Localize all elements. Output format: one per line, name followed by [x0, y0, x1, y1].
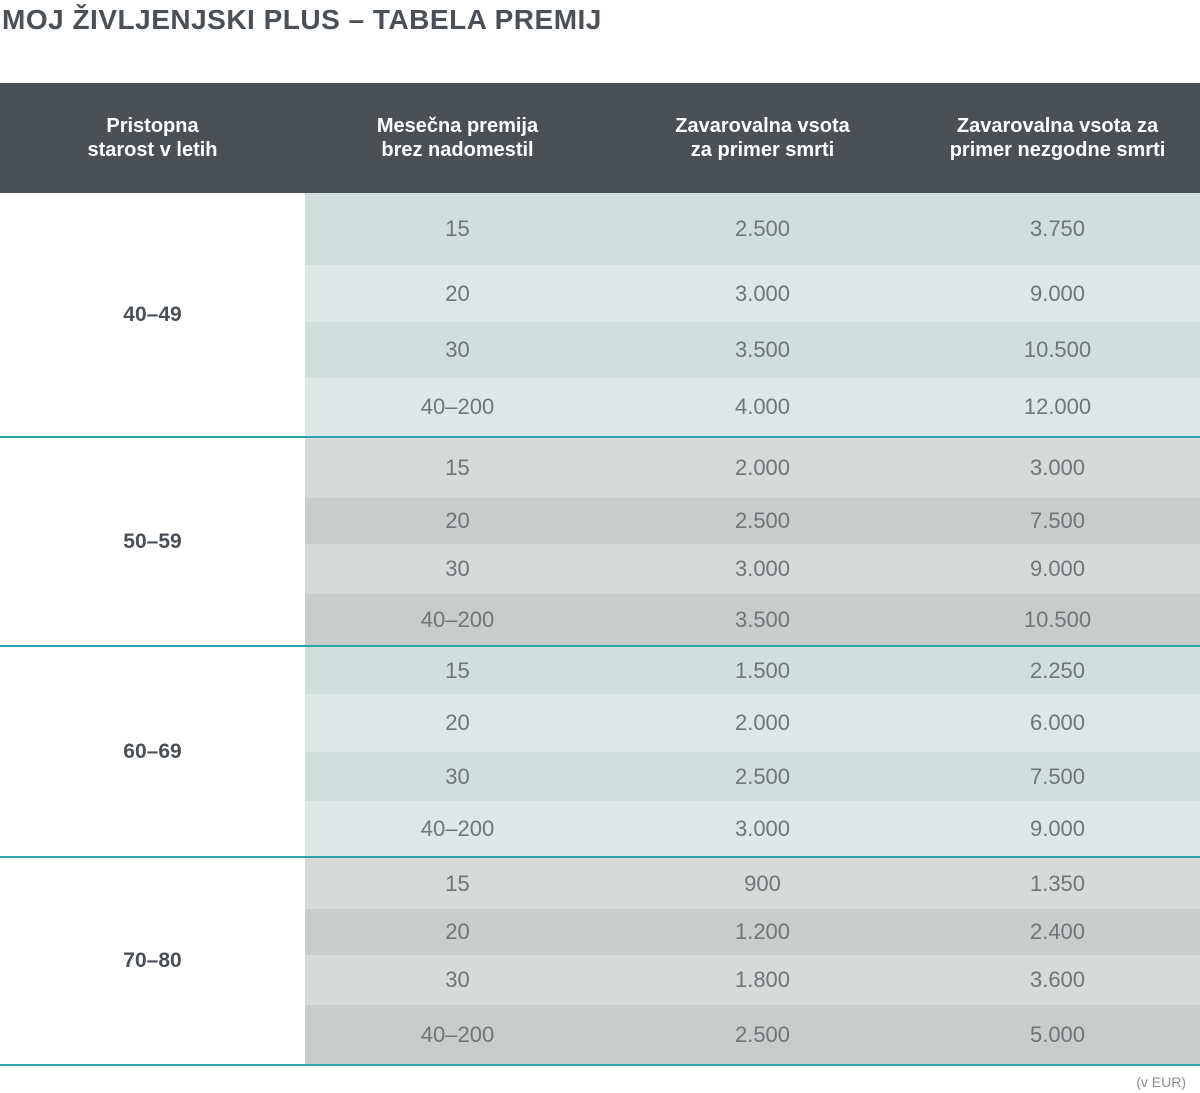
accident-sum-cell: 3.000 — [1029, 455, 1086, 480]
accident-sum-cell: 2.400 — [1029, 919, 1086, 944]
accident-sum-cell: 10.500 — [1023, 337, 1092, 362]
death-sum-cell: 2.500 — [734, 508, 791, 533]
premium-cell: 15 — [445, 657, 470, 683]
premium-cell: 15 — [445, 216, 470, 241]
age-group-60-69 — [0, 647, 1200, 858]
death-sum-cell: 2.500 — [734, 763, 791, 789]
table-row — [305, 594, 1200, 645]
death-sum-cell: 1.800 — [734, 967, 791, 992]
age-range-label: 40–49 — [0, 193, 305, 436]
table-row — [305, 193, 1200, 265]
accident-sum-cell: 3.600 — [1029, 967, 1086, 992]
premium-cell: 40–200 — [420, 394, 495, 419]
premium-cell: 15 — [445, 455, 470, 480]
currency-note: (v EUR) — [1136, 1074, 1186, 1090]
table-row — [305, 378, 1200, 436]
premium-cell: 20 — [445, 919, 470, 944]
table-header — [0, 83, 1200, 193]
table-row — [305, 909, 1200, 955]
table-row — [305, 265, 1200, 322]
header-death-sum: Zavarovalna vsota za primer smrti — [675, 115, 850, 161]
premium-cell: 40–200 — [420, 1021, 495, 1047]
group-rows — [305, 438, 1200, 645]
header-monthly-premium: Mesečna premija brez nadomestil — [376, 115, 539, 161]
death-sum-cell: 2.500 — [734, 1021, 791, 1047]
premium-cell: 30 — [445, 556, 470, 581]
accident-sum-cell: 6.000 — [1029, 710, 1086, 735]
accident-sum-cell: 3.750 — [1029, 216, 1086, 241]
table-row — [305, 801, 1200, 856]
table-row — [305, 544, 1200, 594]
age-group-40-49 — [0, 193, 1200, 438]
page-title: MOJ ŽIVLJENJSKI PLUS – TABELA PREMIJ — [2, 4, 602, 35]
header-entry-age: Pristopna starost v letih — [87, 115, 218, 161]
premium-cell: 15 — [445, 870, 470, 896]
table-row — [305, 1005, 1200, 1064]
header-accidental-death-sum: Zavarovalna vsota za primer nezgodne smrti — [949, 115, 1166, 161]
age-range-label: 70–80 — [0, 858, 305, 1064]
death-sum-cell: 3.000 — [734, 280, 791, 306]
death-sum-cell: 4.000 — [734, 394, 791, 419]
accident-sum-cell: 5.000 — [1029, 1021, 1086, 1047]
table-row — [305, 322, 1200, 378]
death-sum-cell: 1.500 — [734, 657, 791, 683]
premium-cell: 30 — [445, 337, 470, 362]
premium-cell: 20 — [445, 710, 470, 735]
group-rows — [305, 647, 1200, 856]
table-row — [305, 752, 1200, 801]
death-sum-cell: 2.000 — [734, 710, 791, 735]
death-sum-cell: 3.500 — [734, 337, 791, 362]
premium-cell: 20 — [445, 508, 470, 533]
age-group-50-59 — [0, 438, 1200, 647]
group-rows — [305, 193, 1200, 436]
table-row — [305, 438, 1200, 498]
age-range-label: 60–69 — [0, 647, 305, 856]
accident-sum-cell: 7.500 — [1029, 508, 1086, 533]
death-sum-cell: 900 — [744, 870, 781, 896]
death-sum-cell: 2.500 — [734, 216, 791, 241]
accident-sum-cell: 2.250 — [1029, 657, 1086, 683]
death-sum-cell: 3.000 — [734, 815, 791, 841]
death-sum-cell: 3.500 — [734, 606, 791, 632]
premium-cell: 40–200 — [420, 606, 495, 632]
accident-sum-cell: 9.000 — [1029, 556, 1086, 581]
death-sum-cell: 1.200 — [734, 919, 791, 944]
age-range-label: 50–59 — [0, 438, 305, 645]
accident-sum-cell: 10.500 — [1023, 606, 1092, 632]
accident-sum-cell: 12.000 — [1023, 394, 1092, 419]
table-row — [305, 694, 1200, 752]
table-row — [305, 498, 1200, 544]
premium-cell: 20 — [445, 280, 470, 306]
premium-cell: 40–200 — [420, 815, 495, 841]
age-group-70-80 — [0, 858, 1200, 1066]
table-row — [305, 858, 1200, 909]
group-rows — [305, 858, 1200, 1064]
premium-cell: 30 — [445, 763, 470, 789]
death-sum-cell: 2.000 — [734, 455, 791, 480]
accident-sum-cell: 1.350 — [1029, 870, 1086, 896]
accident-sum-cell: 9.000 — [1029, 815, 1086, 841]
death-sum-cell: 3.000 — [734, 556, 791, 581]
table-row — [305, 647, 1200, 694]
premium-table — [0, 83, 1200, 1066]
premium-cell: 30 — [445, 967, 470, 992]
accident-sum-cell: 9.000 — [1029, 280, 1086, 306]
accident-sum-cell: 7.500 — [1029, 763, 1086, 789]
table-row — [305, 955, 1200, 1005]
